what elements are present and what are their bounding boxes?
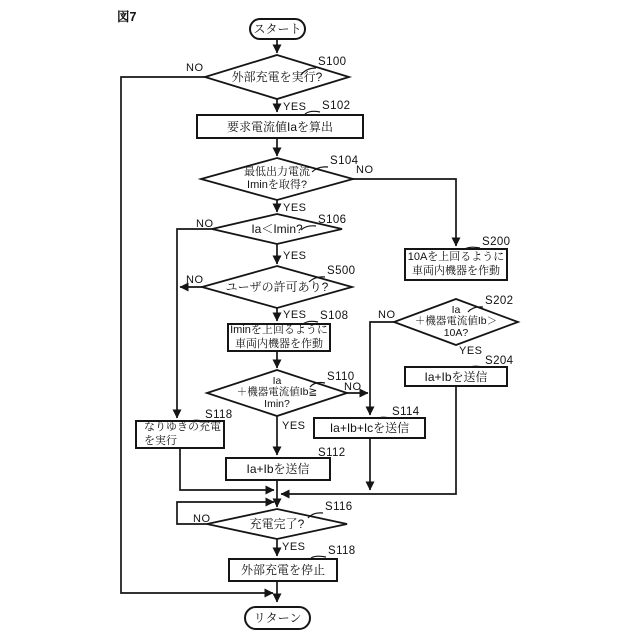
step-label-s100: S100 — [318, 56, 347, 68]
terminal-return: リターン — [244, 606, 311, 630]
branch-label-yes-s500: YES — [283, 309, 307, 321]
decision-s500: ユーザの許可あり? — [225, 280, 329, 294]
process-s118-bottom: 外部充電を停止 — [228, 558, 338, 582]
process-s204: Ia+Ibを送信 — [404, 366, 508, 387]
step-label-s108: S108 — [320, 310, 349, 322]
branch-label-yes-s202: YES — [459, 345, 483, 357]
branch-label-yes-s100: YES — [283, 101, 307, 113]
process-s114: Ia+Ib+Icを送信 — [313, 417, 426, 439]
process-s200: 10Aを上回るように 車両内機器を作動 — [404, 248, 508, 281]
step-label-s118-bottom: S118 — [328, 545, 356, 557]
step-label-s200: S200 — [482, 236, 511, 248]
process-s108: Iminを上回るように 車両内機器を作動 — [227, 323, 331, 352]
branch-label-no-s110: NO — [344, 381, 362, 393]
decision-s116: 充電完了? — [249, 517, 305, 531]
step-label-s112: S112 — [318, 447, 346, 459]
branch-label-no-s202: NO — [378, 309, 396, 321]
terminal-start: スタート — [249, 18, 306, 40]
step-label-s104: S104 — [330, 155, 359, 167]
branch-label-yes-s104: YES — [283, 202, 307, 214]
branch-label-no-s500: NO — [186, 274, 204, 286]
branch-label-no-s106: NO — [196, 218, 214, 230]
step-label-s500: S500 — [327, 265, 356, 277]
decision-s100: 外部充電を実行? — [231, 70, 323, 84]
branch-label-yes-s116: YES — [282, 541, 306, 553]
step-label-s116: S116 — [325, 501, 353, 513]
branch-label-yes-s110: YES — [282, 420, 306, 432]
step-label-s102: S102 — [322, 100, 351, 112]
branch-label-no-s116: NO — [193, 513, 211, 525]
step-label-s202: S202 — [485, 295, 514, 307]
decision-s106: Ia＜Imin? — [251, 222, 303, 236]
branch-label-no-s104: NO — [356, 164, 374, 176]
step-label-s118-left: S118 — [205, 409, 233, 421]
step-label-s114: S114 — [392, 406, 420, 418]
process-s102: 要求電流値Iaを算出 — [196, 114, 364, 139]
step-label-s204: S204 — [485, 355, 514, 367]
branch-label-yes-s106: YES — [283, 250, 307, 262]
decision-s110: Ia ＋機器電流値Ib≧ Imin? — [236, 374, 318, 410]
decision-s202: Ia ＋機器電流値Ib＞ 10A? — [414, 303, 498, 339]
process-s118-left: なりゆきの充電 を実行 — [135, 420, 225, 449]
figure-label: 図7 — [117, 10, 137, 24]
step-label-s110: S110 — [327, 371, 355, 383]
step-label-s106: S106 — [318, 214, 347, 226]
process-s112: Ia+Ibを送信 — [225, 457, 331, 481]
decision-s104: 最低出力電流 Iminを取得? — [244, 165, 310, 191]
branch-label-no-s100: NO — [186, 62, 204, 74]
